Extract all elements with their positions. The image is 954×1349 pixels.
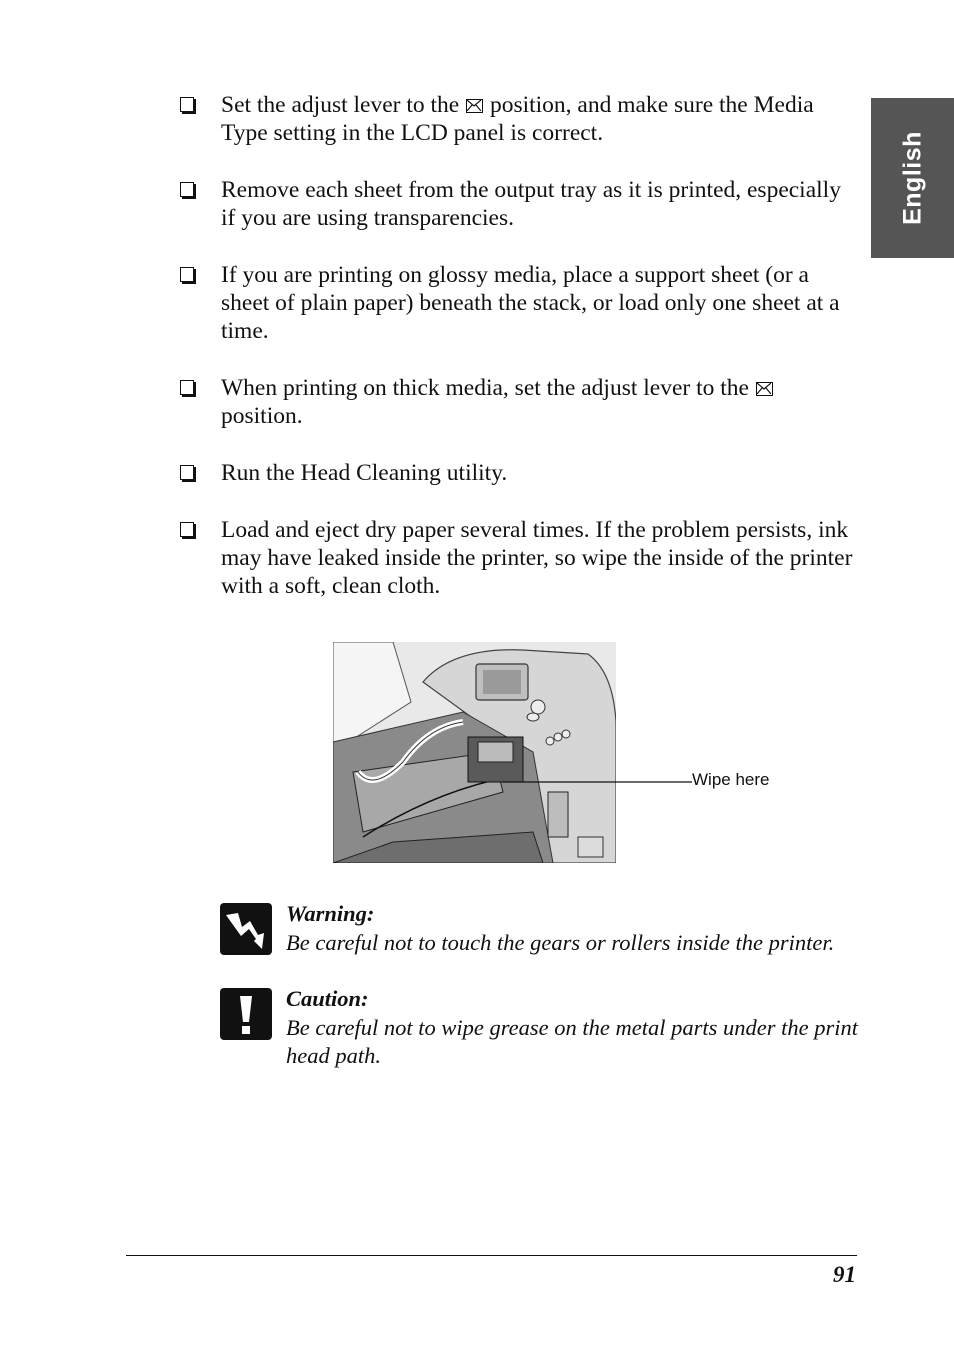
- figure-callout-label: Wipe here: [692, 770, 770, 789]
- checkbox-bullet-icon: [180, 465, 194, 480]
- checkbox-bullet-icon: [180, 97, 194, 112]
- language-tab-label: English: [898, 131, 926, 225]
- list-item: Remove each sheet from the output tray as it is printed, especially if you are using transparencies.: [180, 176, 860, 232]
- printer-illustration: [333, 642, 616, 863]
- warning-notice: [220, 900, 870, 957]
- list-item: If you are printing on glossy media, place a support sheet (or a sheet of plain paper) beneath the stack, or load only one sheet at a time.: [180, 261, 860, 345]
- callout-leader-line: [616, 780, 692, 784]
- thick-paper-lever-icon: [756, 382, 773, 396]
- tips-list: [180, 91, 860, 629]
- caution-body: Be careful not to wipe grease on the metal parts under the print head path.: [286, 1014, 859, 1068]
- warning-body: Be careful not to touch the gears or rollers inside the printer.: [286, 929, 835, 955]
- list-item: Load and eject dry paper several times. If the problem persists, ink may have leaked inside the printer, so wipe the inside of the printer with a soft, clean cloth.: [180, 516, 860, 600]
- checkbox-bullet-icon: [180, 522, 194, 537]
- checkbox-bullet-icon: [180, 267, 194, 282]
- checkbox-bullet-icon: [180, 182, 194, 197]
- language-tab: [871, 98, 954, 258]
- thick-paper-lever-icon: [466, 99, 483, 113]
- footer-rule: [126, 1255, 857, 1256]
- page-number: 91: [833, 1262, 856, 1287]
- caution-title: Caution:: [286, 986, 369, 1011]
- checkbox-bullet-icon: [180, 380, 194, 395]
- list-item: Set the adjust lever to the position, and make sure the Media Type setting in the LCD panel is correct.: [180, 91, 860, 147]
- warning-title: Warning:: [286, 901, 375, 926]
- exclamation-caution-icon: [220, 988, 272, 1040]
- list-item: Run the Head Cleaning utility.: [180, 459, 860, 487]
- lightning-warning-icon: [220, 903, 272, 955]
- list-item: When printing on thick media, set the adjust lever to the position.: [180, 374, 860, 430]
- caution-notice: [220, 985, 870, 1071]
